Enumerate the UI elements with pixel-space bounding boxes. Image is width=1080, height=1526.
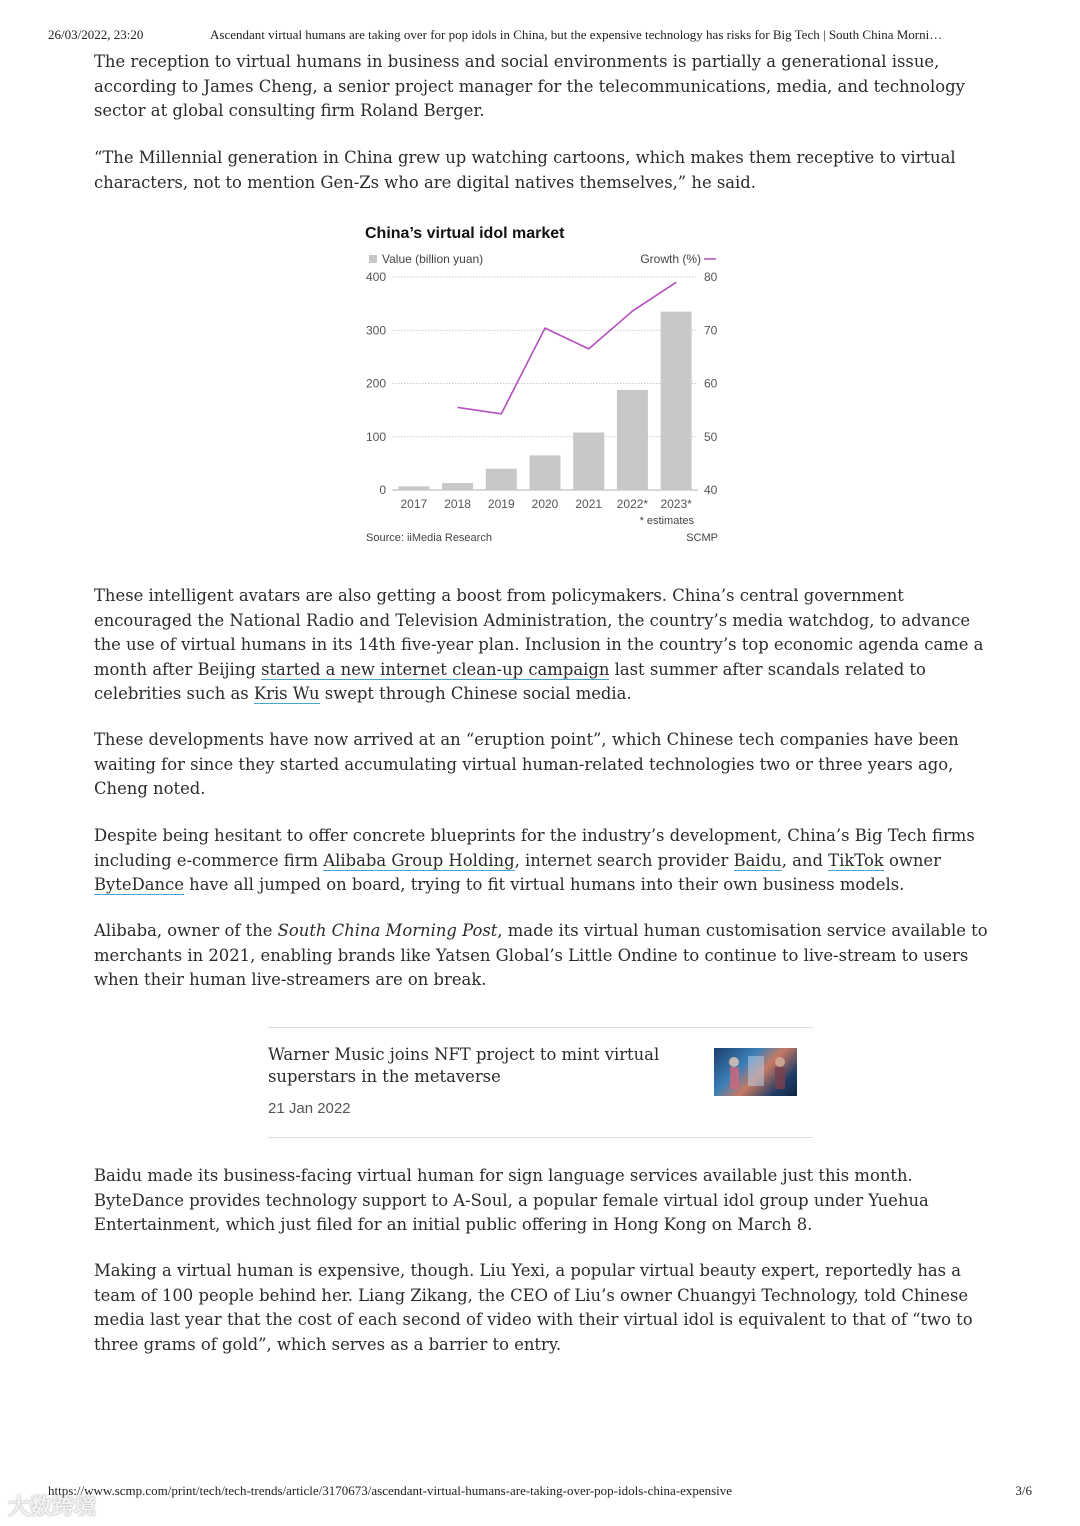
right-axis-tick-label: 50 xyxy=(704,429,718,444)
article-paragraph-3 xyxy=(94,584,989,707)
print-date: 26/03/2022, 23:20 xyxy=(48,27,144,42)
right-axis-tick-label: 70 xyxy=(704,323,718,338)
x-axis-tick-label: 2021 xyxy=(575,497,603,511)
related-article-title[interactable]: Warner Music joins NFT project to mint virtual superstars in the metaverse xyxy=(268,1045,660,1086)
link-baidu[interactable]: Baidu xyxy=(733,850,782,870)
virtual-idol-market-chart xyxy=(360,218,730,554)
text-run: last summer after scandals related to celebrities such as xyxy=(94,659,926,703)
text-run: Despite being hesitant to offer concrete blueprints for the industry’s development, China’s Big Tech firms including e-commerce firm xyxy=(94,826,975,870)
article-paragraph-8 xyxy=(94,1259,989,1357)
paragraph-text: Making a virtual human is expensive, though. Liu Yexi, a popular virtual beauty expert, reportedly has a team of 100 people behind her. Liang Zikang, the CEO of Liu’s owner Chuangyi Technology, told Chinese media last year that the cost of each second of video with their virtual idol is equivalent to that of “two to three grams of gold”, which serves as a barrier to entry. xyxy=(94,1261,973,1354)
paragraph-text xyxy=(94,584,989,707)
text-run: Alibaba, owner of the xyxy=(94,921,278,940)
link-tiktok[interactable]: TikTok xyxy=(828,850,884,870)
paragraph-text: These developments have now arrived at an “eruption point”, which Chinese tech companies have been waiting for since they started accumulating virtual human-related technologies two or three years ago, Cheng noted. xyxy=(94,730,959,798)
bar-2022* xyxy=(617,390,648,490)
paragraph-text: Baidu made its business-facing virtual human for sign language services available just this month. ByteDance provides technology support to A-Soul, a popular female virtual idol group under Yuehua Entertainment, which just filed for an initial public offering in Hong Kong on March 8. xyxy=(94,1166,929,1234)
text-run: These intelligent avatars are also getting a boost from policymakers. China’s central government encouraged the National Radio and Television Administration, the country’s media watchdog, to advance the use of virtual humans in its 14th five-year plan. Inclusion in the country’s top economic agenda came a month after Beijing xyxy=(94,586,984,679)
link-bytedance[interactable]: ByteDance xyxy=(94,875,184,894)
left-axis-tick-label: 100 xyxy=(365,429,386,444)
chart-footnote: * estimates xyxy=(639,515,694,527)
link-kris-wu[interactable]: Kris Wu xyxy=(253,684,320,703)
text-run: have all jumped on board, trying to fit virtual humans into their own business models. xyxy=(183,875,905,894)
right-axis-tick-label: 60 xyxy=(704,376,718,391)
related-article-thumbnail[interactable] xyxy=(714,1048,797,1096)
watermark-logo: 大数跨境 xyxy=(8,1495,97,1520)
related-article-date: 21 Jan 2022 xyxy=(268,1100,351,1117)
x-axis-tick-label: 2019 xyxy=(487,497,515,511)
print-url: https://www.scmp.com/print/tech/tech-trends/article/3170673/ascendant-virtual-humans-are-taking-over-pop-idols-china-expensive xyxy=(48,1483,733,1498)
bar-2018 xyxy=(442,483,473,490)
thumbnail-image-icon xyxy=(714,1048,797,1096)
left-axis-tick-label: 0 xyxy=(379,483,386,497)
bar-2017 xyxy=(398,486,429,490)
left-axis-tick-label: 200 xyxy=(365,376,386,391)
bar-2020 xyxy=(530,455,561,490)
legend-value-swatch xyxy=(369,255,377,263)
article-paragraph-1 xyxy=(94,50,989,124)
paragraph-text: The reception to virtual humans in business and social environments is partially a generational issue, according to James Cheng, a senior project manager for the telecommunications, media, and technology sector at global consulting firm Roland Berger. xyxy=(94,52,965,120)
text-run: owner xyxy=(883,850,941,870)
paragraph-text: “The Millennial generation in China grew up watching cartoons, which makes them receptive to virtual characters, not to mention Gen-Zs who are digital natives themselves,” he said. xyxy=(94,148,956,192)
right-axis-tick-label: 40 xyxy=(704,483,718,497)
x-axis-tick-label: 2023* xyxy=(660,497,692,511)
paragraph-text xyxy=(94,919,989,993)
print-header xyxy=(48,27,1032,43)
text-run: , and xyxy=(781,850,829,870)
bar-2023* xyxy=(661,312,692,490)
right-axis-tick-label: 80 xyxy=(704,270,718,284)
bar-2021 xyxy=(573,432,604,490)
bar-2019 xyxy=(486,469,517,490)
x-axis-tick-label: 2018 xyxy=(444,497,471,511)
article-paragraph-5 xyxy=(94,824,989,898)
x-axis-tick-label: 2017 xyxy=(400,497,428,511)
legend-growth-label: Growth (%) xyxy=(640,252,701,266)
left-axis-tick-label: 400 xyxy=(365,270,386,284)
print-title: Ascendant virtual humans are taking over for pop idols in China, but the expensive technology has risks for Big Tech | South China Morni… xyxy=(210,27,943,42)
x-axis-tick-label: 2022* xyxy=(616,497,649,511)
text-run: , internet search provider xyxy=(514,850,734,870)
chart-credit: SCMP xyxy=(686,532,718,544)
paragraph-text xyxy=(94,824,989,898)
x-axis-tick-label: 2020 xyxy=(531,497,559,511)
left-axis-tick-label: 300 xyxy=(365,323,386,338)
chart-title: China’s virtual idol market xyxy=(365,225,565,242)
link-clean-up-campaign[interactable]: started a new internet clean-up campaign xyxy=(261,659,610,679)
text-run: , made its virtual human customisation service available to merchants in 2021, enabling brands like Yatsen Global’s Little Ondine to continue to live-stream to users when their human live-streamers are on break. xyxy=(94,921,988,989)
chart-svg xyxy=(360,218,730,554)
page-number: 3/6 xyxy=(1015,1483,1032,1498)
article-paragraph-6 xyxy=(94,919,989,993)
link-alibaba[interactable]: Alibaba Group Holding xyxy=(323,850,515,870)
article-paragraph-4 xyxy=(94,728,989,802)
related-article-card[interactable] xyxy=(268,1027,813,1138)
chart-source: Source: iiMedia Research xyxy=(366,532,492,544)
article-paragraph-2 xyxy=(94,146,989,195)
legend-value-label: Value (billion yuan) xyxy=(382,252,484,266)
text-run: swept through Chinese social media. xyxy=(319,684,632,703)
print-footer xyxy=(48,1483,1032,1499)
article-paragraph-7 xyxy=(94,1164,989,1238)
publication-name: South China Morning Post xyxy=(277,921,498,940)
